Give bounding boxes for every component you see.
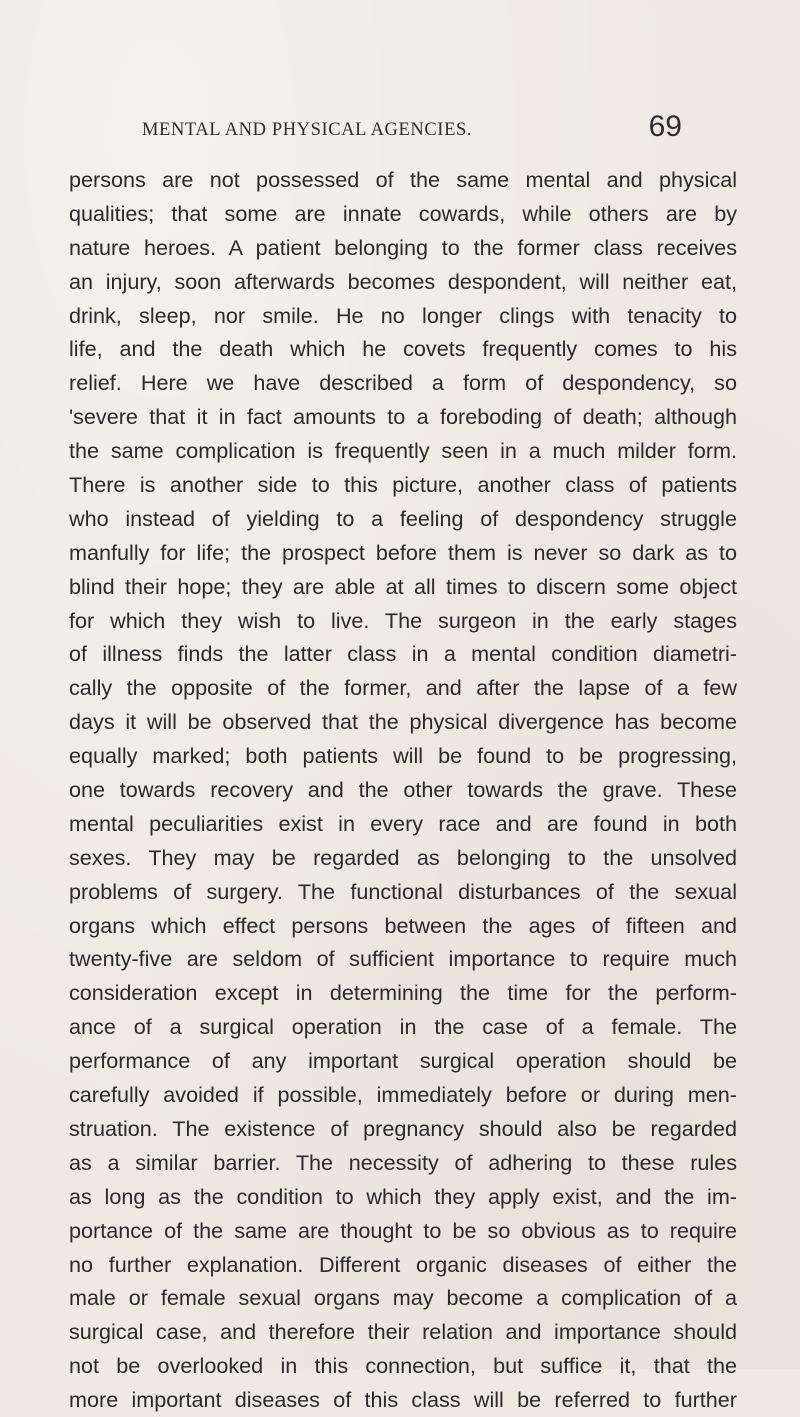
text-line: not be overlooked in this connection, but suffice it, that the xyxy=(69,1353,737,1379)
text-line: for which they wish to live. The surgeon in the early stages xyxy=(69,607,737,633)
text-line: qualities; that some are innate cowards, while others are by xyxy=(69,200,737,226)
text-line: nature heroes. A patient belonging to the former class receives xyxy=(69,234,737,260)
text-line: male or female sexual organs may become a complication of a xyxy=(69,1285,737,1311)
text-line: manfully for life; the prospect before them is never so dark as to xyxy=(69,539,737,565)
text-line: as long as the condition to which they apply exist, and the im- xyxy=(69,1183,737,1209)
text-line: no further explanation. Different organic diseases of either the xyxy=(69,1251,737,1277)
text-line: struation. The existence of pregnancy should also be regarded xyxy=(69,1115,737,1141)
text-line: 'severe that it in fact amounts to a foreboding of death; although xyxy=(69,404,737,430)
text-line: relief. Here we have described a form of despondency, so xyxy=(69,370,737,396)
text-line: portance of the same are thought to be so obvious as to require xyxy=(69,1217,737,1243)
text-line: sexes. They may be regarded as belonging to the unsolved xyxy=(69,844,737,870)
text-line: blind their hope; they are able at all times to discern some object xyxy=(69,573,737,599)
text-line: more important diseases of this class will be referred to further xyxy=(69,1387,737,1413)
text-line: of illness finds the latter class in a mental condition diametri- xyxy=(69,641,737,667)
text-line: as a similar barrier. The necessity of adhering to these rules xyxy=(69,1149,737,1175)
text-line: organs which effect persons between the ages of fifteen and xyxy=(69,912,737,938)
text-line: the same complication is frequently seen in a much milder form. xyxy=(69,438,737,464)
text-line: twenty-five are seldom of sufficient importance to require much xyxy=(69,946,737,972)
running-head xyxy=(142,110,682,146)
text-line: carefully avoided if possible, immediately before or during men- xyxy=(69,1082,737,1108)
text-line: who instead of yielding to a feeling of despondency struggle xyxy=(69,505,737,531)
text-line: drink, sleep, nor smile. He no longer clings with tenacity to xyxy=(69,302,737,328)
text-line: consideration except in determining the time for the perform- xyxy=(69,980,737,1006)
text-line: performance of any important surgical operation should be xyxy=(69,1048,737,1074)
text-line: There is another side to this picture, another class of patients xyxy=(69,472,737,498)
page-number: 69 xyxy=(648,110,682,143)
text-line: surgical case, and therefore their relation and importance should xyxy=(69,1319,737,1345)
text-line: one towards recovery and the other towards the grave. These xyxy=(69,777,737,803)
text-line: an injury, soon afterwards becomes despondent, will neither eat, xyxy=(69,268,737,294)
running-title: MENTAL AND PHYSICAL AGENCIES. xyxy=(142,120,473,140)
text-line: mental peculiarities exist in every race and are found in both xyxy=(69,810,737,836)
text-line: ance of a surgical operation in the case of a female. The xyxy=(69,1014,737,1040)
text-line: equally marked; both patients will be found to be progressing, xyxy=(69,743,737,769)
text-line: days it will be observed that the physical divergence has become xyxy=(69,709,737,735)
text-line: problems of surgery. The functional disturbances of the sexual xyxy=(69,878,737,904)
body-text xyxy=(69,163,737,1417)
text-line: cally the opposite of the former, and after the lapse of a few xyxy=(69,675,737,701)
text-line: life, and the death which he covets frequently comes to his xyxy=(69,336,737,362)
text-line: persons are not possessed of the same mental and physical xyxy=(69,167,737,192)
